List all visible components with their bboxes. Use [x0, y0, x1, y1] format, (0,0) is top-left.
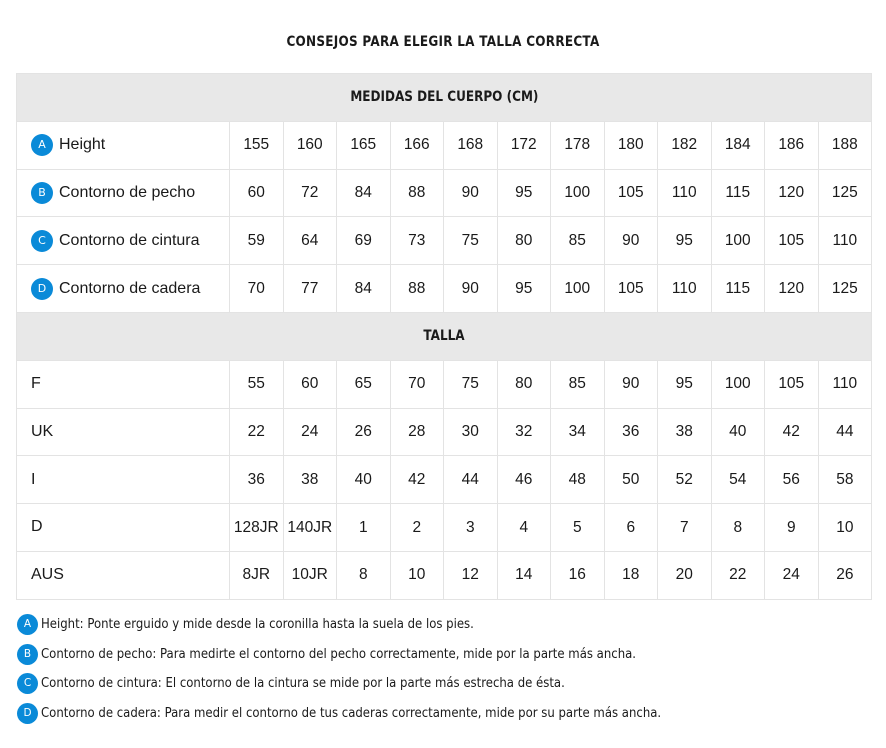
table-cell: 32: [497, 408, 551, 456]
table-cell: 46: [497, 456, 551, 504]
table-cell: 44: [444, 456, 498, 504]
table-cell: 188: [818, 121, 872, 169]
row-label: [17, 217, 230, 265]
table-cell: 73: [390, 217, 444, 265]
table-cell: 160: [283, 121, 337, 169]
note-item: [17, 699, 877, 729]
table-cell: 184: [711, 121, 765, 169]
table-cell: 60: [230, 169, 284, 217]
table-cell: 8: [337, 551, 391, 599]
row-label-text: Contorno de pecho: [59, 183, 196, 201]
table-cell: 172: [497, 121, 551, 169]
row-label: [17, 169, 230, 217]
table-cell: 90: [444, 265, 498, 313]
table-cell: 3: [444, 504, 498, 552]
table-cell: 84: [337, 265, 391, 313]
table-cell: 186: [765, 121, 819, 169]
table-cell: 20: [658, 551, 712, 599]
table-cell: 18: [604, 551, 658, 599]
table-cell: 80: [497, 217, 551, 265]
table-cell: 120: [765, 169, 819, 217]
size-chart-table: [16, 73, 872, 600]
table-cell: 140JR: [283, 504, 337, 552]
table-cell: 110: [658, 265, 712, 313]
table-row: [17, 217, 872, 265]
table-cell: 16: [551, 551, 605, 599]
table-cell: 59: [230, 217, 284, 265]
table-cell: 182: [658, 121, 712, 169]
table-cell: 105: [765, 217, 819, 265]
table-cell: 125: [818, 169, 872, 217]
body-measurements-section-header: [17, 74, 872, 122]
table-cell: 58: [818, 456, 872, 504]
letter-badge-icon: C: [17, 673, 38, 694]
section-heading-text: MEDIDAS DEL CUERPO (CM): [350, 89, 539, 106]
letter-badge-icon: D: [31, 278, 53, 300]
note-text: Contorno de pecho: Para medirte el contorno del pecho correctamente, mide por la parte más ancha.: [41, 646, 637, 662]
table-cell: 155: [230, 121, 284, 169]
page-title: CONSEJOS PARA ELEGIR LA TALLA CORRECTA: [286, 34, 600, 50]
table-cell: 120: [765, 265, 819, 313]
row-label: [17, 408, 230, 456]
row-label-text: Height: [59, 136, 106, 154]
table-cell: 70: [390, 360, 444, 408]
row-label: [17, 551, 230, 599]
row-label-text: F: [31, 375, 41, 393]
table-cell: 95: [497, 169, 551, 217]
table-cell: 65: [337, 360, 391, 408]
table-cell: 178: [551, 121, 605, 169]
table-cell: 110: [658, 169, 712, 217]
table-cell: 95: [497, 265, 551, 313]
table-cell: 125: [818, 265, 872, 313]
table-cell: 75: [444, 360, 498, 408]
table-cell: 44: [818, 408, 872, 456]
table-cell: 75: [444, 217, 498, 265]
section-heading: [17, 312, 872, 360]
table-cell: 100: [711, 217, 765, 265]
table-cell: 22: [711, 551, 765, 599]
table-cell: 166: [390, 121, 444, 169]
table-cell: 26: [818, 551, 872, 599]
table-cell: 128JR: [230, 504, 284, 552]
table-cell: 105: [604, 169, 658, 217]
table-cell: 38: [283, 456, 337, 504]
note-item: [17, 669, 877, 699]
row-label: [17, 456, 230, 504]
table-cell: 168: [444, 121, 498, 169]
table-cell: 28: [390, 408, 444, 456]
table-cell: 115: [711, 169, 765, 217]
table-cell: 105: [604, 265, 658, 313]
table-cell: 2: [390, 504, 444, 552]
table-cell: 90: [444, 169, 498, 217]
table-cell: 9: [765, 504, 819, 552]
table-cell: 40: [337, 456, 391, 504]
table-cell: 10JR: [283, 551, 337, 599]
note-item: [17, 640, 877, 670]
row-label: [17, 504, 230, 552]
row-label-text: D: [31, 518, 43, 536]
table-cell: 42: [765, 408, 819, 456]
row-label-text: I: [31, 470, 36, 488]
table-row: [17, 551, 872, 599]
table-cell: 52: [658, 456, 712, 504]
table-cell: 105: [765, 360, 819, 408]
table-cell: 90: [604, 217, 658, 265]
table-cell: 36: [230, 456, 284, 504]
table-cell: 30: [444, 408, 498, 456]
table-cell: 95: [658, 360, 712, 408]
table-cell: 72: [283, 169, 337, 217]
table-cell: 100: [711, 360, 765, 408]
table-cell: 110: [818, 360, 872, 408]
table-cell: 34: [551, 408, 605, 456]
table-cell: 1: [337, 504, 391, 552]
table-cell: 88: [390, 265, 444, 313]
table-cell: 100: [551, 169, 605, 217]
table-cell: 38: [658, 408, 712, 456]
letter-badge-icon: D: [17, 703, 38, 724]
table-cell: 90: [604, 360, 658, 408]
table-cell: 26: [337, 408, 391, 456]
table-cell: 36: [604, 408, 658, 456]
table-cell: 8: [711, 504, 765, 552]
table-cell: 165: [337, 121, 391, 169]
row-label: [17, 360, 230, 408]
table-cell: 60: [283, 360, 337, 408]
table-cell: 64: [283, 217, 337, 265]
row-label: [17, 121, 230, 169]
letter-badge-icon: A: [17, 614, 38, 635]
table-cell: 10: [390, 551, 444, 599]
table-cell: 88: [390, 169, 444, 217]
table-cell: 50: [604, 456, 658, 504]
table-row: [17, 504, 872, 552]
table-cell: 85: [551, 217, 605, 265]
table-row: [17, 121, 872, 169]
row-label-text: UK: [31, 422, 54, 440]
table-cell: 22: [230, 408, 284, 456]
table-row: [17, 360, 872, 408]
note-text: Contorno de cintura: El contorno de la cintura se mide por la parte más estrecha de ésta.: [41, 676, 565, 692]
table-cell: 110: [818, 217, 872, 265]
table-cell: 4: [497, 504, 551, 552]
table-row: [17, 169, 872, 217]
table-cell: 100: [551, 265, 605, 313]
letter-badge-icon: A: [31, 134, 53, 156]
table-cell: 69: [337, 217, 391, 265]
table-cell: 5: [551, 504, 605, 552]
note-text: Contorno de cadera: Para medir el contorno de tus caderas correctamente, mide por su parte más ancha.: [41, 706, 662, 722]
table-cell: 8JR: [230, 551, 284, 599]
table-cell: 12: [444, 551, 498, 599]
letter-badge-icon: C: [31, 230, 53, 252]
table-cell: 6: [604, 504, 658, 552]
note-item: [17, 610, 877, 640]
note-text: Height: Ponte erguido y mide desde la coronilla hasta la suela de los pies.: [41, 617, 474, 633]
size-section-header: [17, 312, 872, 360]
table-cell: 55: [230, 360, 284, 408]
table-cell: 56: [765, 456, 819, 504]
section-heading-text: TALLA: [423, 328, 465, 345]
letter-badge-icon: B: [17, 644, 38, 665]
table-row: [17, 456, 872, 504]
row-label-text: Contorno de cadera: [59, 279, 201, 297]
table-row: [17, 265, 872, 313]
table-cell: 48: [551, 456, 605, 504]
table-cell: 54: [711, 456, 765, 504]
table-cell: 40: [711, 408, 765, 456]
table-cell: 85: [551, 360, 605, 408]
table-cell: 24: [765, 551, 819, 599]
table-cell: 77: [283, 265, 337, 313]
row-label: [17, 265, 230, 313]
table-cell: 115: [711, 265, 765, 313]
table-cell: 14: [497, 551, 551, 599]
table-cell: 80: [497, 360, 551, 408]
letter-badge-icon: B: [31, 182, 53, 204]
table-cell: 7: [658, 504, 712, 552]
row-label-text: AUS: [31, 566, 64, 584]
table-row: [17, 408, 872, 456]
table-cell: 42: [390, 456, 444, 504]
table-cell: 95: [658, 217, 712, 265]
measurement-notes: [17, 610, 877, 728]
table-cell: 24: [283, 408, 337, 456]
table-cell: 180: [604, 121, 658, 169]
section-heading: [17, 74, 872, 122]
table-cell: 10: [818, 504, 872, 552]
table-cell: 70: [230, 265, 284, 313]
row-label-text: Contorno de cintura: [59, 231, 200, 249]
table-cell: 84: [337, 169, 391, 217]
